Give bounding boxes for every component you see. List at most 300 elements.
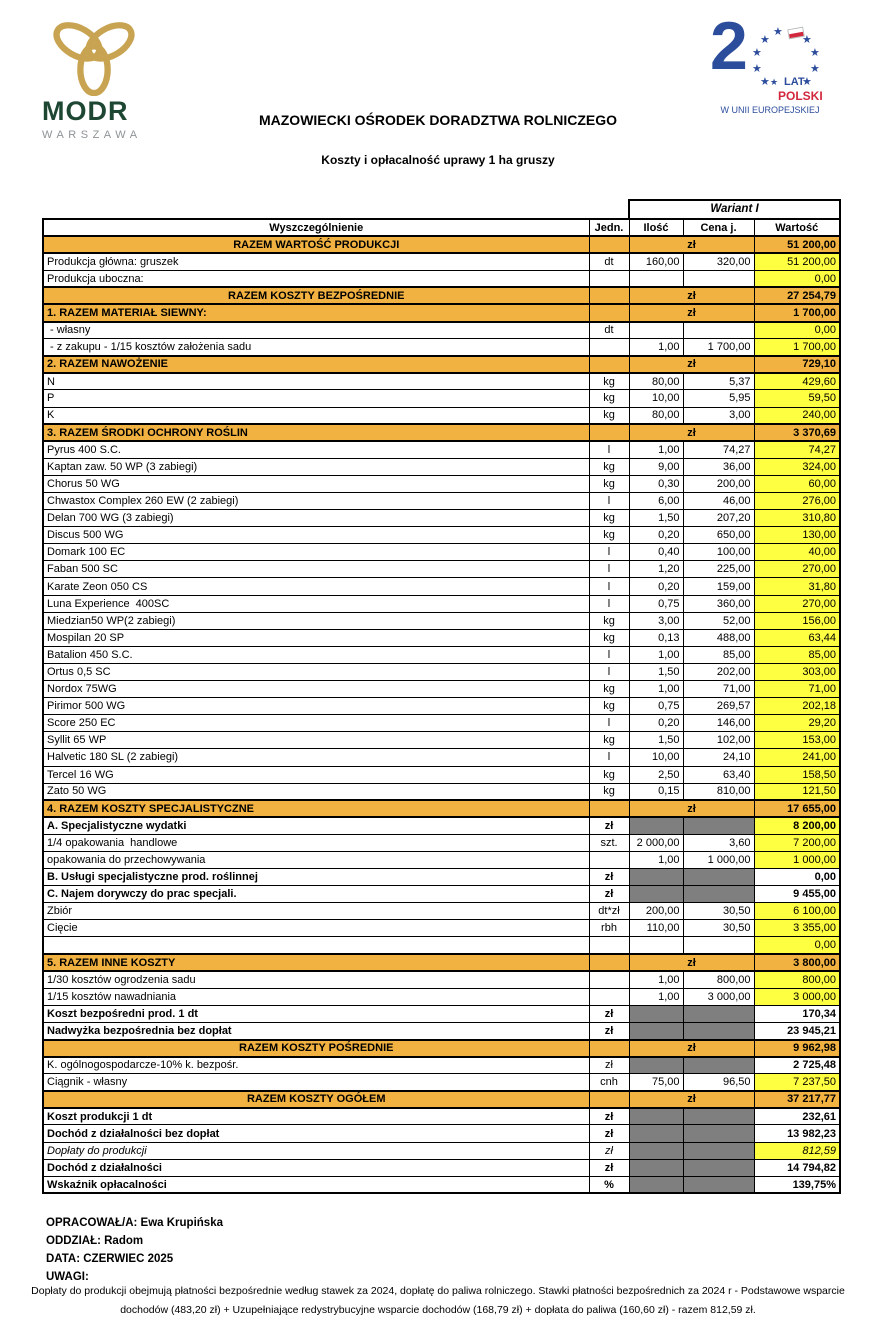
cell-quantity	[629, 886, 683, 903]
cell-unit: szt.	[589, 834, 629, 851]
cell-unit: kg	[589, 783, 629, 800]
cell-value: 270,00	[754, 595, 840, 612]
cell-quantity: 1,00	[629, 441, 683, 458]
eu-logo-caption: W UNII EUROPEJSKIEJ	[720, 105, 820, 115]
cell-unit-price: 202,00	[683, 663, 754, 680]
cell-label: 1/15 kosztów nawadniania	[43, 988, 589, 1005]
eu-20-years-logo	[706, 8, 834, 118]
cell-unit	[589, 851, 629, 868]
cell-label	[43, 937, 589, 954]
cell-unit-price: 46,00	[683, 493, 754, 510]
cell-quantity: 0,13	[629, 629, 683, 646]
cell-unit-price: 63,40	[683, 766, 754, 783]
cell-quantity	[629, 270, 683, 287]
cell-value: 139,75%	[754, 1176, 840, 1193]
cell-quantity: 160,00	[629, 253, 683, 270]
cell-unit-price: 36,00	[683, 458, 754, 475]
variant-header: Wariant I	[628, 199, 841, 218]
cell-unit-price	[683, 1125, 754, 1142]
cell-unit	[589, 236, 629, 253]
section-row	[43, 800, 840, 817]
cell-value: 3 355,00	[754, 920, 840, 937]
table-row	[43, 322, 840, 339]
table-row	[43, 937, 840, 954]
cell-label: Syllit 65 WP	[43, 732, 589, 749]
star-icon: ★	[810, 63, 820, 75]
star-icon: ★	[752, 63, 762, 75]
cell-label: Luna Experience 400SC	[43, 595, 589, 612]
cell-label: Ciągnik - własny	[43, 1074, 589, 1091]
cell-unit-price	[683, 1159, 754, 1176]
cell-quantity	[629, 817, 683, 834]
table-row	[43, 715, 840, 732]
cell-value: 240,00	[754, 407, 840, 424]
cell-value: 130,00	[754, 527, 840, 544]
cell-unit-price: 269,57	[683, 698, 754, 715]
cell-currency: zł	[629, 424, 754, 441]
cell-unit: l	[589, 595, 629, 612]
cell-unit-price: 488,00	[683, 629, 754, 646]
cell-quantity: 0,20	[629, 578, 683, 595]
cell-unit	[589, 937, 629, 954]
cell-label: N	[43, 373, 589, 390]
cell-quantity: 0,20	[629, 715, 683, 732]
cell-unit: l	[589, 561, 629, 578]
cell-unit-price: 146,00	[683, 715, 754, 732]
cell-unit	[589, 304, 629, 321]
table-row	[43, 629, 840, 646]
cell-unit: zł	[589, 1108, 629, 1125]
cell-unit-price	[683, 1176, 754, 1193]
table-row	[43, 971, 840, 988]
cell-unit-price: 102,00	[683, 732, 754, 749]
cell-value: 324,00	[754, 458, 840, 475]
table-row	[43, 766, 840, 783]
table-row	[43, 407, 840, 424]
cell-value: 812,59	[754, 1142, 840, 1159]
cell-value: 59,50	[754, 390, 840, 407]
cell-unit	[589, 356, 629, 373]
cell-unit	[589, 270, 629, 287]
table-row	[43, 851, 840, 868]
cell-unit: kg	[589, 458, 629, 475]
costs-table-wrap	[42, 199, 841, 1194]
cell-currency: zł	[629, 304, 754, 321]
star-icon: ★	[760, 76, 770, 88]
cell-label: Dopłaty do produkcji	[43, 1142, 589, 1159]
cell-quantity	[629, 1142, 683, 1159]
cell-quantity	[629, 1159, 683, 1176]
cell-unit-price	[683, 869, 754, 886]
cell-currency: zł	[629, 236, 754, 253]
table-row	[43, 749, 840, 766]
table-row	[43, 1176, 840, 1193]
column-header-row	[43, 219, 840, 236]
cell-quantity: 1,50	[629, 510, 683, 527]
cell-unit-price: 3,60	[683, 834, 754, 851]
cell-value: 2 725,48	[754, 1057, 840, 1074]
cell-unit: zł	[589, 1057, 629, 1074]
cell-label: Kaptan zaw. 50 WP (3 zabiegi)	[43, 458, 589, 475]
cell-unit: kg	[589, 390, 629, 407]
cell-label: Zato 50 WG	[43, 783, 589, 800]
cell-quantity: 1,20	[629, 561, 683, 578]
table-row	[43, 817, 840, 834]
cell-quantity: 0,30	[629, 475, 683, 492]
cell-value: 1 000,00	[754, 851, 840, 868]
cell-value: 158,50	[754, 766, 840, 783]
cell-value: 14 794,82	[754, 1159, 840, 1176]
cell-unit-price: 74,27	[683, 441, 754, 458]
cell-unit-price	[683, 1108, 754, 1125]
section-row	[43, 1040, 840, 1057]
section-row	[43, 287, 840, 304]
section-row	[43, 304, 840, 321]
cell-label: B. Usługi specjalistyczne prod. roślinnej	[43, 869, 589, 886]
table-row	[43, 663, 840, 680]
department: ODDZIAŁ: Radom	[46, 1235, 144, 1247]
column-header: Ilość	[629, 219, 683, 236]
table-row	[43, 1108, 840, 1125]
cell-value: 37 217,77	[754, 1091, 840, 1108]
cell-label: Tercel 16 WG	[43, 766, 589, 783]
column-header: Jedn.	[589, 219, 629, 236]
cell-currency: zł	[629, 800, 754, 817]
cell-label: Ortus 0,5 SC	[43, 663, 589, 680]
table-row	[43, 834, 840, 851]
cell-unit: l	[589, 544, 629, 561]
star-icon: ★	[773, 26, 783, 38]
cell-unit: l	[589, 578, 629, 595]
star-icon: ★	[810, 47, 820, 59]
table-row	[43, 1142, 840, 1159]
star-icon: ★	[802, 34, 812, 46]
cell-quantity: 9,00	[629, 458, 683, 475]
cell-unit-price: 5,37	[683, 373, 754, 390]
cell-label: Domark 100 EC	[43, 544, 589, 561]
cell-value: 29,20	[754, 715, 840, 732]
cell-value: 3 800,00	[754, 954, 840, 971]
cell-unit: zł	[589, 1005, 629, 1022]
table-row	[43, 270, 840, 287]
cell-quantity: 80,00	[629, 373, 683, 390]
cell-value: 232,61	[754, 1108, 840, 1125]
cell-unit: kg	[589, 407, 629, 424]
cell-quantity: 10,00	[629, 749, 683, 766]
cell-quantity	[629, 1022, 683, 1039]
cell-value: 800,00	[754, 971, 840, 988]
cell-quantity: 6,00	[629, 493, 683, 510]
cell-value: 85,00	[754, 646, 840, 663]
cell-unit: zł	[589, 1159, 629, 1176]
cell-unit: l	[589, 715, 629, 732]
modr-trefoil-icon	[44, 18, 144, 96]
cell-value: 170,34	[754, 1005, 840, 1022]
cell-quantity	[629, 1108, 683, 1125]
cell-unit: dt	[589, 253, 629, 270]
cell-value: 270,00	[754, 561, 840, 578]
cell-label: Chorus 50 WG	[43, 475, 589, 492]
cell-value: 3 000,00	[754, 988, 840, 1005]
cell-label: A. Specjalistyczne wydatki	[43, 817, 589, 834]
cell-unit-price: 1 700,00	[683, 339, 754, 356]
table-row	[43, 578, 840, 595]
cell-value: 71,00	[754, 681, 840, 698]
table-row	[43, 988, 840, 1005]
cell-unit-price	[683, 937, 754, 954]
cell-label: Halvetic 180 SL (2 zabiegi)	[43, 749, 589, 766]
cell-quantity	[629, 1125, 683, 1142]
table-row	[43, 681, 840, 698]
cell-unit-price: 810,00	[683, 783, 754, 800]
cell-quantity: 2 000,00	[629, 834, 683, 851]
cell-label: Batalion 450 S.C.	[43, 646, 589, 663]
cell-value: 7 237,50	[754, 1074, 840, 1091]
cell-value: 1 700,00	[754, 304, 840, 321]
cell-value: 3 370,69	[754, 424, 840, 441]
cell-unit-price: 650,00	[683, 527, 754, 544]
cell-label: K	[43, 407, 589, 424]
cell-unit: l	[589, 749, 629, 766]
cell-unit-price: 320,00	[683, 253, 754, 270]
cell-unit: dt	[589, 322, 629, 339]
table-row	[43, 544, 840, 561]
star-icon: ★	[760, 34, 770, 46]
cell-unit: kg	[589, 732, 629, 749]
cell-quantity: 80,00	[629, 407, 683, 424]
cell-unit-price	[683, 817, 754, 834]
table-row	[43, 920, 840, 937]
cell-unit	[589, 971, 629, 988]
cell-quantity: 2,50	[629, 766, 683, 783]
cell-currency: zł	[629, 1040, 754, 1057]
eu-logo-polski-text: POLSKI	[778, 89, 823, 103]
cell-quantity: 0,40	[629, 544, 683, 561]
cell-unit: dt*zł	[589, 903, 629, 920]
cell-label: RAZEM KOSZTY OGÓŁEM	[43, 1091, 589, 1108]
table-row	[43, 1074, 840, 1091]
cell-value: 310,80	[754, 510, 840, 527]
cell-unit	[589, 1091, 629, 1108]
cell-label: Delan 700 WG (3 zabiegi)	[43, 510, 589, 527]
cell-quantity	[629, 869, 683, 886]
cell-unit-price: 71,00	[683, 681, 754, 698]
table-row	[43, 869, 840, 886]
cell-label: Miedzian50 WP(2 zabiegi)	[43, 612, 589, 629]
cell-unit-price	[683, 1057, 754, 1074]
table-row	[43, 1005, 840, 1022]
report-date: DATA: CZERWIEC 2025	[46, 1253, 174, 1265]
section-row	[43, 954, 840, 971]
cell-unit: kg	[589, 681, 629, 698]
cell-unit-price: 200,00	[683, 475, 754, 492]
table-row	[43, 493, 840, 510]
notes-text: Dopłaty do produkcji obejmują płatności bezpośrednie według stawek za 2024, dopłatę do paliwa rolniczego. Stawki płatności bezpośrednich za 2024 r - Podstawowe wsparcie dochodów (483,20 zł) + Uzupełniające redystrybucyjne wsparcie dochodów (168,79 zł) + dopłata do paliwa (160,60 zł) - razem 812,59 zł.	[31, 1285, 845, 1316]
cell-quantity: 1,50	[629, 732, 683, 749]
cell-label: K. ogólnogospodarcze-10% k. bezpośr.	[43, 1057, 589, 1074]
cell-quantity: 3,00	[629, 612, 683, 629]
table-row	[43, 390, 840, 407]
cell-value: 13 982,23	[754, 1125, 840, 1142]
cell-label: Dochód z działalności bez dopłat	[43, 1125, 589, 1142]
cell-quantity: 0,20	[629, 527, 683, 544]
cell-label: RAZEM WARTOŚĆ PRODUKCJI	[43, 236, 589, 253]
cell-value: 74,27	[754, 441, 840, 458]
cell-quantity: 200,00	[629, 903, 683, 920]
table-row	[43, 458, 840, 475]
table-row	[43, 783, 840, 800]
cell-unit-price: 360,00	[683, 595, 754, 612]
cell-label: Nordox 75WG	[43, 681, 589, 698]
table-row	[43, 612, 840, 629]
cell-unit: zł	[589, 1022, 629, 1039]
cell-unit-price: 800,00	[683, 971, 754, 988]
cell-unit: kg	[589, 766, 629, 783]
cell-unit: kg	[589, 527, 629, 544]
cell-value: 202,18	[754, 698, 840, 715]
cell-unit: zł	[589, 869, 629, 886]
cell-quantity: 0,15	[629, 783, 683, 800]
cell-unit: zł	[589, 817, 629, 834]
cell-label: Score 250 EC	[43, 715, 589, 732]
cell-label: 1/30 kosztów ogrodzenia sadu	[43, 971, 589, 988]
table-row	[43, 886, 840, 903]
cell-label: RAZEM KOSZTY BEZPOŚREDNIE	[43, 287, 589, 304]
cell-label: Koszt produkcji 1 dt	[43, 1108, 589, 1125]
cell-value: 121,50	[754, 783, 840, 800]
cell-label: Mospilan 20 SP	[43, 629, 589, 646]
cell-label: Produkcja główna: gruszek	[43, 253, 589, 270]
table-row	[43, 595, 840, 612]
document-title: Koszty i opłacalność uprawy 1 ha gruszy	[321, 153, 555, 167]
cell-value: 1 700,00	[754, 339, 840, 356]
section-row	[43, 236, 840, 253]
cell-label: Dochód z działalności	[43, 1159, 589, 1176]
cell-value: 429,60	[754, 373, 840, 390]
table-row	[43, 903, 840, 920]
cell-quantity: 10,00	[629, 390, 683, 407]
cell-unit-price	[683, 886, 754, 903]
cell-unit-price: 5,95	[683, 390, 754, 407]
cell-unit: kg	[589, 475, 629, 492]
cell-value: 23 945,21	[754, 1022, 840, 1039]
section-row	[43, 356, 840, 373]
cell-label: - z zakupu - 1/15 kosztów założenia sadu	[43, 339, 589, 356]
cell-value: 7 200,00	[754, 834, 840, 851]
cell-unit-price: 52,00	[683, 612, 754, 629]
cell-unit	[589, 1040, 629, 1057]
cell-value: 9 455,00	[754, 886, 840, 903]
table-row	[43, 475, 840, 492]
table-row	[43, 646, 840, 663]
cell-label: 5. RAZEM INNE KOSZTY	[43, 954, 589, 971]
table-row	[43, 1022, 840, 1039]
cell-unit-price	[683, 1022, 754, 1039]
modr-logo-name: MODR	[42, 96, 129, 126]
cell-value: 156,00	[754, 612, 840, 629]
cell-label: Zbiór	[43, 903, 589, 920]
cell-unit: cnh	[589, 1074, 629, 1091]
cell-unit: %	[589, 1176, 629, 1193]
cell-unit: kg	[589, 612, 629, 629]
cell-quantity: 1,00	[629, 681, 683, 698]
cell-unit-price: 30,50	[683, 903, 754, 920]
cell-unit: kg	[589, 698, 629, 715]
eu-logo-digit: 2	[710, 8, 748, 84]
cell-value: 0,00	[754, 869, 840, 886]
cell-quantity: 75,00	[629, 1074, 683, 1091]
cell-unit: l	[589, 441, 629, 458]
cell-quantity: 0,75	[629, 698, 683, 715]
cell-value: 729,10	[754, 356, 840, 373]
cell-label: Karate Zeon 050 CS	[43, 578, 589, 595]
cell-value: 0,00	[754, 937, 840, 954]
table-row	[43, 1057, 840, 1074]
star-icon: ★	[770, 77, 779, 87]
cell-value: 63,44	[754, 629, 840, 646]
section-row	[43, 424, 840, 441]
cell-value: 153,00	[754, 732, 840, 749]
cell-value: 27 254,79	[754, 287, 840, 304]
cell-unit-price: 1 000,00	[683, 851, 754, 868]
organization-title: MAZOWIECKI OŚRODEK DORADZTWA ROLNICZEGO	[258, 112, 618, 128]
cell-value: 9 962,98	[754, 1040, 840, 1057]
cell-label: 3. RAZEM ŚRODKI OCHRONY ROŚLIN	[43, 424, 589, 441]
cell-unit: zł	[589, 1125, 629, 1142]
cell-value: 40,00	[754, 544, 840, 561]
prepared-by: OPRACOWAŁ/A: Ewa Krupińska	[46, 1217, 223, 1229]
cell-label: P	[43, 390, 589, 407]
table-row	[43, 1159, 840, 1176]
cell-value: 17 655,00	[754, 800, 840, 817]
notes-label: UWAGI:	[46, 1271, 89, 1283]
cell-value: 51 200,00	[754, 236, 840, 253]
cell-quantity: 0,75	[629, 595, 683, 612]
cell-unit	[589, 954, 629, 971]
cell-unit-price: 3,00	[683, 407, 754, 424]
footer-block	[46, 1214, 223, 1286]
cell-value: 0,00	[754, 322, 840, 339]
costs-table	[42, 218, 841, 1194]
cell-unit: zł	[589, 1142, 629, 1159]
cell-quantity: 1,00	[629, 339, 683, 356]
column-header: Wyszczególnienie	[43, 219, 589, 236]
cell-unit	[589, 424, 629, 441]
cell-quantity: 1,00	[629, 646, 683, 663]
cell-unit-price	[683, 1005, 754, 1022]
cell-value: 8 200,00	[754, 817, 840, 834]
modr-logo-city: WARSZAWA	[42, 129, 142, 141]
cell-value: 276,00	[754, 493, 840, 510]
cell-label: 2. RAZEM NAWOŻENIE	[43, 356, 589, 373]
table-row	[43, 253, 840, 270]
cell-value: 303,00	[754, 663, 840, 680]
cell-unit	[589, 339, 629, 356]
cell-label: Produkcja uboczna:	[43, 270, 589, 287]
cell-unit-price: 100,00	[683, 544, 754, 561]
cell-quantity	[629, 1057, 683, 1074]
cell-quantity	[629, 1176, 683, 1193]
cell-unit-price	[683, 322, 754, 339]
cell-quantity: 1,50	[629, 663, 683, 680]
cell-unit-price: 96,50	[683, 1074, 754, 1091]
cell-unit	[589, 287, 629, 304]
table-row	[43, 510, 840, 527]
cell-label: Pirimor 500 WG	[43, 698, 589, 715]
cell-unit-price: 159,00	[683, 578, 754, 595]
cell-unit-price: 30,50	[683, 920, 754, 937]
cell-label: 1. RAZEM MATERIAŁ SIEWNY:	[43, 304, 589, 321]
